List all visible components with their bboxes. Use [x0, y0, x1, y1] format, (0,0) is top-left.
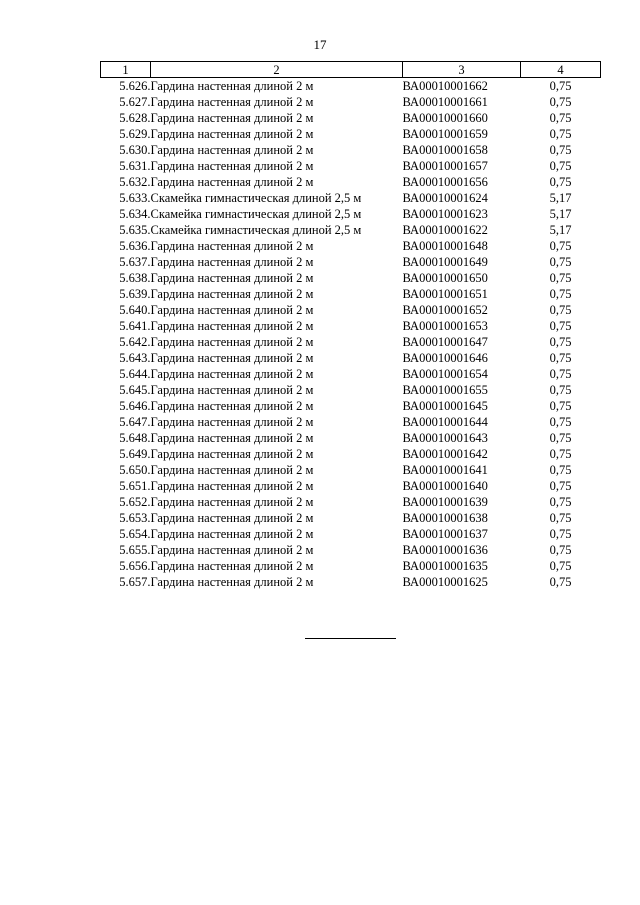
item-value: 0,75 — [549, 383, 572, 397]
row-number: 5.653. — [119, 511, 151, 525]
table-row — [101, 510, 601, 526]
inventory-code: ВА00010001658 — [402, 143, 488, 157]
row-number: 5.649. — [119, 447, 151, 461]
inventory-code: ВА00010001622 — [402, 223, 488, 237]
item-value: 0,75 — [549, 463, 572, 477]
row-number: 5.639. — [119, 287, 151, 301]
item-value: 0,75 — [549, 559, 572, 573]
item-name: Скамейка гимнастическая длиной 2,5 м — [150, 223, 362, 237]
row-number: 5.631. — [119, 159, 151, 173]
inventory-code: ВА00010001652 — [402, 303, 488, 317]
item-value: 0,75 — [549, 287, 572, 301]
table-row — [101, 78, 601, 95]
inventory-code: ВА00010001643 — [402, 431, 488, 445]
header-col-3: 3 — [403, 62, 521, 78]
table-row — [101, 110, 601, 126]
item-value: 0,75 — [549, 447, 572, 461]
row-number: 5.646. — [119, 399, 151, 413]
table-row — [101, 542, 601, 558]
item-name: Гардина настенная длиной 2 м — [150, 271, 314, 285]
table-row — [101, 174, 601, 190]
item-value: 0,75 — [549, 527, 572, 541]
item-value: 5,17 — [549, 191, 572, 205]
item-name: Гардина настенная длиной 2 м — [150, 351, 314, 365]
row-number: 5.630. — [119, 143, 151, 157]
item-value: 0,75 — [549, 511, 572, 525]
table-row — [101, 334, 601, 350]
item-name: Гардина настенная длиной 2 м — [150, 111, 314, 125]
item-name: Гардина настенная длиной 2 м — [150, 447, 314, 461]
item-name: Скамейка гимнастическая длиной 2,5 м — [150, 191, 362, 205]
item-name: Гардина настенная длиной 2 м — [150, 431, 314, 445]
item-value: 0,75 — [549, 495, 572, 509]
row-number: 5.642. — [119, 335, 151, 349]
inventory-code: ВА00010001648 — [402, 239, 488, 253]
item-name: Гардина настенная длиной 2 м — [150, 319, 314, 333]
item-name: Гардина настенная длиной 2 м — [150, 127, 314, 141]
row-number: 5.655. — [119, 543, 151, 557]
inventory-code: ВА00010001662 — [402, 79, 488, 93]
item-value: 0,75 — [549, 335, 572, 349]
table-row — [101, 222, 601, 238]
table-row — [101, 270, 601, 286]
inventory-code: ВА00010001653 — [402, 319, 488, 333]
inventory-code: ВА00010001655 — [402, 383, 488, 397]
row-number: 5.629. — [119, 127, 151, 141]
inventory-code: ВА00010001636 — [402, 543, 488, 557]
row-number: 5.626. — [119, 79, 151, 93]
item-name: Гардина настенная длиной 2 м — [150, 511, 314, 525]
item-value: 0,75 — [549, 303, 572, 317]
header-col-4: 4 — [521, 62, 601, 78]
table-row — [101, 254, 601, 270]
inventory-code: ВА00010001624 — [402, 191, 488, 205]
row-number: 5.632. — [119, 175, 151, 189]
item-name: Гардина настенная длиной 2 м — [150, 255, 314, 269]
row-number: 5.633. — [119, 191, 151, 205]
table-row — [101, 158, 601, 174]
table-row — [101, 446, 601, 462]
item-value: 5,17 — [549, 207, 572, 221]
table-row — [101, 286, 601, 302]
table-row — [101, 526, 601, 542]
item-name: Гардина настенная длиной 2 м — [150, 367, 314, 381]
item-name: Гардина настенная длиной 2 м — [150, 79, 314, 93]
item-value: 0,75 — [549, 399, 572, 413]
item-value: 0,75 — [549, 575, 572, 589]
table-row — [101, 302, 601, 318]
item-value: 0,75 — [549, 79, 572, 93]
end-separator-line — [305, 638, 396, 639]
row-number: 5.638. — [119, 271, 151, 285]
item-name: Скамейка гимнастическая длиной 2,5 м — [150, 207, 362, 221]
row-number: 5.644. — [119, 367, 151, 381]
table-row — [101, 398, 601, 414]
row-number: 5.654. — [119, 527, 151, 541]
inventory-code: ВА00010001646 — [402, 351, 488, 365]
item-value: 0,75 — [549, 143, 572, 157]
inventory-code: ВА00010001656 — [402, 175, 488, 189]
row-number: 5.634. — [119, 207, 151, 221]
row-number: 5.635. — [119, 223, 151, 237]
row-number: 5.643. — [119, 351, 151, 365]
item-value: 0,75 — [549, 271, 572, 285]
table-row — [101, 494, 601, 510]
header-col-1: 1 — [101, 62, 151, 78]
item-value: 0,75 — [549, 367, 572, 381]
item-name: Гардина настенная длиной 2 м — [150, 399, 314, 413]
table-row — [101, 414, 601, 430]
table-row — [101, 558, 601, 574]
table-row — [101, 462, 601, 478]
table-row — [101, 318, 601, 334]
table-row — [101, 478, 601, 494]
inventory-code: ВА00010001649 — [402, 255, 488, 269]
inventory-code: ВА00010001650 — [402, 271, 488, 285]
item-value: 0,75 — [549, 431, 572, 445]
inventory-code: ВА00010001645 — [402, 399, 488, 413]
table-row — [101, 94, 601, 110]
item-value: 0,75 — [549, 351, 572, 365]
inventory-code: ВА00010001623 — [402, 207, 488, 221]
inventory-table — [100, 61, 601, 590]
row-number: 5.636. — [119, 239, 151, 253]
inventory-code: ВА00010001659 — [402, 127, 488, 141]
row-number: 5.637. — [119, 255, 151, 269]
page-number: 17 — [313, 37, 327, 52]
item-value: 0,75 — [549, 159, 572, 173]
inventory-code: ВА00010001654 — [402, 367, 488, 381]
row-number: 5.645. — [119, 383, 151, 397]
row-number: 5.628. — [119, 111, 151, 125]
item-value: 0,75 — [549, 175, 572, 189]
item-name: Гардина настенная длиной 2 м — [150, 479, 314, 493]
item-name: Гардина настенная длиной 2 м — [150, 175, 314, 189]
item-value: 0,75 — [549, 95, 572, 109]
table-row — [101, 142, 601, 158]
inventory-code: ВА00010001637 — [402, 527, 488, 541]
inventory-code: ВА00010001641 — [402, 463, 488, 477]
table-row — [101, 366, 601, 382]
inventory-code: ВА00010001642 — [402, 447, 488, 461]
item-value: 0,75 — [549, 319, 572, 333]
table-row — [101, 190, 601, 206]
table-body — [101, 78, 601, 591]
item-name: Гардина настенная длиной 2 м — [150, 143, 314, 157]
item-name: Гардина настенная длиной 2 м — [150, 415, 314, 429]
item-name: Гардина настенная длиной 2 м — [150, 239, 314, 253]
row-number: 5.652. — [119, 495, 151, 509]
header-row — [101, 62, 601, 78]
row-number: 5.648. — [119, 431, 151, 445]
item-name: Гардина настенная длиной 2 м — [150, 159, 314, 173]
inventory-code: ВА00010001657 — [402, 159, 488, 173]
inventory-code: ВА00010001625 — [402, 575, 488, 589]
item-value: 0,75 — [549, 127, 572, 141]
item-value: 0,75 — [549, 111, 572, 125]
row-number: 5.651. — [119, 479, 151, 493]
table-row — [101, 382, 601, 398]
table-row — [101, 350, 601, 366]
item-name: Гардина настенная длиной 2 м — [150, 527, 314, 541]
item-value: 0,75 — [549, 543, 572, 557]
inventory-code: ВА00010001638 — [402, 511, 488, 525]
row-number: 5.641. — [119, 319, 151, 333]
item-name: Гардина настенная длиной 2 м — [150, 559, 314, 573]
inventory-code: ВА00010001640 — [402, 479, 488, 493]
item-name: Гардина настенная длиной 2 м — [150, 287, 314, 301]
item-name: Гардина настенная длиной 2 м — [150, 575, 314, 589]
inventory-code: ВА00010001635 — [402, 559, 488, 573]
inventory-code: ВА00010001651 — [402, 287, 488, 301]
table-row — [101, 574, 601, 590]
inventory-code: ВА00010001647 — [402, 335, 488, 349]
item-value: 0,75 — [549, 479, 572, 493]
table-row — [101, 238, 601, 254]
inventory-code: ВА00010001644 — [402, 415, 488, 429]
item-name: Гардина настенная длиной 2 м — [150, 495, 314, 509]
item-value: 0,75 — [549, 255, 572, 269]
header-col-2: 2 — [151, 62, 403, 78]
item-value: 0,75 — [549, 415, 572, 429]
item-name: Гардина настенная длиной 2 м — [150, 335, 314, 349]
row-number: 5.650. — [119, 463, 151, 477]
item-name: Гардина настенная длиной 2 м — [150, 463, 314, 477]
item-name: Гардина настенная длиной 2 м — [150, 543, 314, 557]
row-number: 5.627. — [119, 95, 151, 109]
item-name: Гардина настенная длиной 2 м — [150, 95, 314, 109]
row-number: 5.647. — [119, 415, 151, 429]
table-header — [101, 62, 601, 78]
row-number: 5.640. — [119, 303, 151, 317]
item-name: Гардина настенная длиной 2 м — [150, 303, 314, 317]
row-number: 5.657. — [119, 575, 151, 589]
table-row — [101, 126, 601, 142]
inventory-code: ВА00010001661 — [402, 95, 488, 109]
inventory-code: ВА00010001660 — [402, 111, 488, 125]
inventory-code: ВА00010001639 — [402, 495, 488, 509]
row-number: 5.656. — [119, 559, 151, 573]
item-value: 0,75 — [549, 239, 572, 253]
table-row — [101, 430, 601, 446]
item-value: 5,17 — [549, 223, 572, 237]
table-row — [101, 206, 601, 222]
item-name: Гардина настенная длиной 2 м — [150, 383, 314, 397]
